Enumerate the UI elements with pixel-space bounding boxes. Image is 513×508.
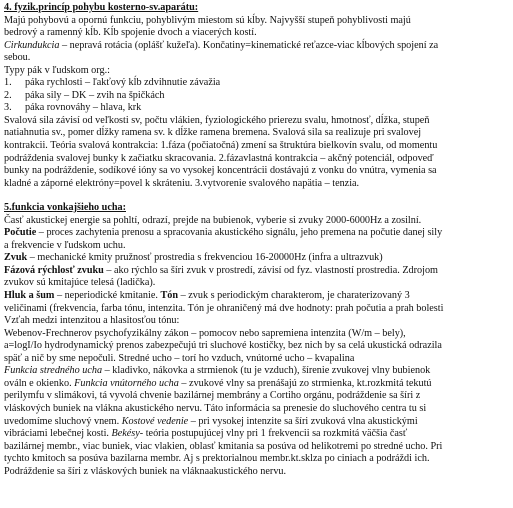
text-line	[4, 290, 509, 303]
text-line: Majú pohybovú a opornú funkciu, pohyblivým miestom sú kĺby. Najvyšší stupeň pohyblivosti majú	[4, 14, 411, 26]
text-line: bedrový a ramenný kĺb. Kĺb spojenie dvoch a viacerých kostí.	[4, 27, 257, 39]
text-line: Typy pák v ľudskom org.:	[4, 64, 110, 76]
text-line: späť a nič by sme nepočuli. Stredné ucho – torí ho vzduch, vnútorné ucho – kvapalina	[4, 352, 355, 364]
term-fazova-rychlost: Fázová rýchlosť zvuku	[4, 264, 104, 276]
heading-text: 5.funkcia vonkajšieho ucha:	[4, 202, 126, 214]
term-hluk-sum: Hluk a šum	[4, 290, 55, 302]
text-line: veličinami (frekvencia, farba tónu, intenzita. Tón je ohraničený má dve hodnoty: prah počutia a prah bolesti	[4, 302, 444, 314]
term-pocutie: Počutie	[4, 227, 37, 239]
list-text: páka rychlosti – ľakťový kĺb zdvihnutie závažia	[25, 77, 221, 89]
section-4-heading	[4, 2, 509, 15]
text-line	[4, 227, 509, 240]
text-line	[4, 40, 509, 53]
text-span: – proces zachytenia prenosu a spracovania akustického signálu, jeho premena na počutie danej sily	[36, 227, 443, 239]
text-span: – mechanické kmity pružnosť prostredia s frekvenciou 16-20000Hz (infra a ultrazvuk)	[27, 252, 383, 264]
text-line: Vzťah medzi intenzitou a hlasitosťou tónu:	[4, 315, 180, 327]
heading-text: 4. fyzik.princíp pohybu kosterno-sv.aparátu:	[4, 2, 199, 13]
text-line: kladné a záporné elektróny=povel k skráteniu. 3.vytvorenie svalového napätia – tenzia.	[4, 177, 360, 189]
term-zvuk: Zvuk	[4, 252, 28, 264]
list-number: 3.	[4, 102, 12, 114]
text-line: perilymfu v slimákovi, tá vyvolá chvenie bazilárnej membrány a Cortiho orgánu, podráždenie sa šíri z	[4, 390, 421, 402]
text-span: – zvuk s periodickým charakterom, je charaterizovaný 3	[178, 290, 410, 302]
text-line: sebou.	[4, 52, 31, 64]
text-line	[4, 252, 509, 265]
term-bekesy: Bekésy	[111, 428, 140, 440]
text-line: kontrakcii. Teória svalová kontrakcia: 1.fáza (počiatočná) zmení sa štruktúra bielkovín svalu, od momentu	[4, 140, 438, 152]
text-span: vibráciami lebečnej kosti.	[4, 428, 112, 440]
text-line: Podráždenie sa šíri z vláskových buniek na vláknaakustického nervu.	[4, 465, 287, 477]
text-line: podráždenia svalovej bunky k začiatku skracovania. 2.fázavlastná kontrakcia – akčný potenciál, odpoveď	[4, 152, 434, 164]
text-line	[4, 265, 509, 278]
text-line: bazilárnej membr., viac buniek, viac vlakien, oblasť kmitania sa posúva od helikotremi po stredné ucho. Pri	[4, 440, 443, 452]
text-line	[4, 428, 509, 441]
term-kostove-vedenie: Kostové vedenie	[121, 415, 189, 427]
text-line: natiahnutia sv., pomer dĺžky ramena sv. k dĺžke ramena bremena. Svalová sila sa realizuje pri svalovej	[4, 127, 422, 139]
lever-list-item	[4, 77, 509, 90]
list-text: páka sily – DK – zvih na špičkách	[25, 89, 165, 101]
text-line: tychto kmitoch sa posúva bazilarna membr. Aj s prektorialnou membr.kt.sklza po ciniach a podráždi ich.	[4, 453, 430, 465]
text-line: zvukov sú kmitajúce telesá (ladička).	[4, 277, 156, 289]
term-stredne-ucho: Funkcia stredného ucha	[4, 365, 103, 377]
text-span: – zvukové vlny sa prenášajú zo strmienka, kt.rozkmitá tekutú	[178, 377, 432, 389]
text-line: Časť akustickej energie sa pohltí, odrazí, prejde na bubienok, vyberie si zvuky 2000-6000Hz a zosilní.	[4, 214, 422, 226]
text-line: bunky na podráždenie, sodíkové ióny sa vo vysokej koncentrácii dostávajú z vonku do vnútra, vymenia sa	[4, 165, 437, 177]
text-line: a frekvencie v ľudskom uchu.	[4, 239, 126, 251]
term-cirkundukcia: Cirkundukcia	[4, 39, 60, 51]
text-line	[4, 378, 509, 391]
text-span: ováln e okienko.	[4, 377, 75, 389]
list-number: 1.	[4, 77, 12, 89]
lever-list-item	[4, 102, 509, 115]
section-5-heading	[4, 202, 509, 215]
paragraph-gap	[4, 190, 509, 202]
list-number: 2.	[4, 89, 12, 101]
text-line	[4, 416, 509, 429]
list-text: páka rovnováhy – hlava, krk	[25, 102, 142, 114]
text-span: - teória postupujúcej vlny pri 1 frekvencii sa rozkmitá väčšia časť	[139, 428, 408, 440]
text-line: vláskových buniek na vlákna akustického nervu. Táto informácia sa prenesie do sluchového centra tu si	[4, 402, 427, 414]
text-line: a=logI/Io hydrodynamický prenos zabezpečujú tri sluchové kostičky, bez nich by sa celá ukustická odrazila	[4, 340, 442, 352]
lever-list-item	[4, 90, 509, 103]
text-line	[4, 365, 509, 378]
text-span: – pri vysokej intenzite sa šíri zvuková vlna akustickými	[188, 415, 418, 427]
term-ton: Tón	[160, 290, 179, 302]
text-span: – nepravá rotácia (oplášť kužeľa). Končatiny=kinematické reťazce-viac kĺbových spojení za	[59, 39, 439, 51]
text-line: Webenov-Frechnerov psychofyzikálny zákon – pomocov nebo sapremiena intenzita (W/m – bely),	[4, 327, 406, 339]
text-span: – neperiodické kmitanie.	[54, 290, 161, 302]
text-span: – ako rýchlo sa šíri zvuk v prostredí, závisí od fyz. vlastností prostredia. Zdrojom	[103, 264, 438, 276]
text-line: Svalová sila závisí od veľkosti sv, počtu vlákien, fyziologického prierezu svalu, hmotnosť, dĺžka, stupeň	[4, 114, 430, 126]
term-vnutorne-ucho: Funkcia vnútorného ucha	[74, 377, 179, 389]
text-span: – kladivko, nákovka a strmienok (tu je vzduch), šírenie zvukovej vlny bubienok	[102, 365, 431, 377]
text-span: uvedomíme sluchový vnem.	[4, 415, 122, 427]
